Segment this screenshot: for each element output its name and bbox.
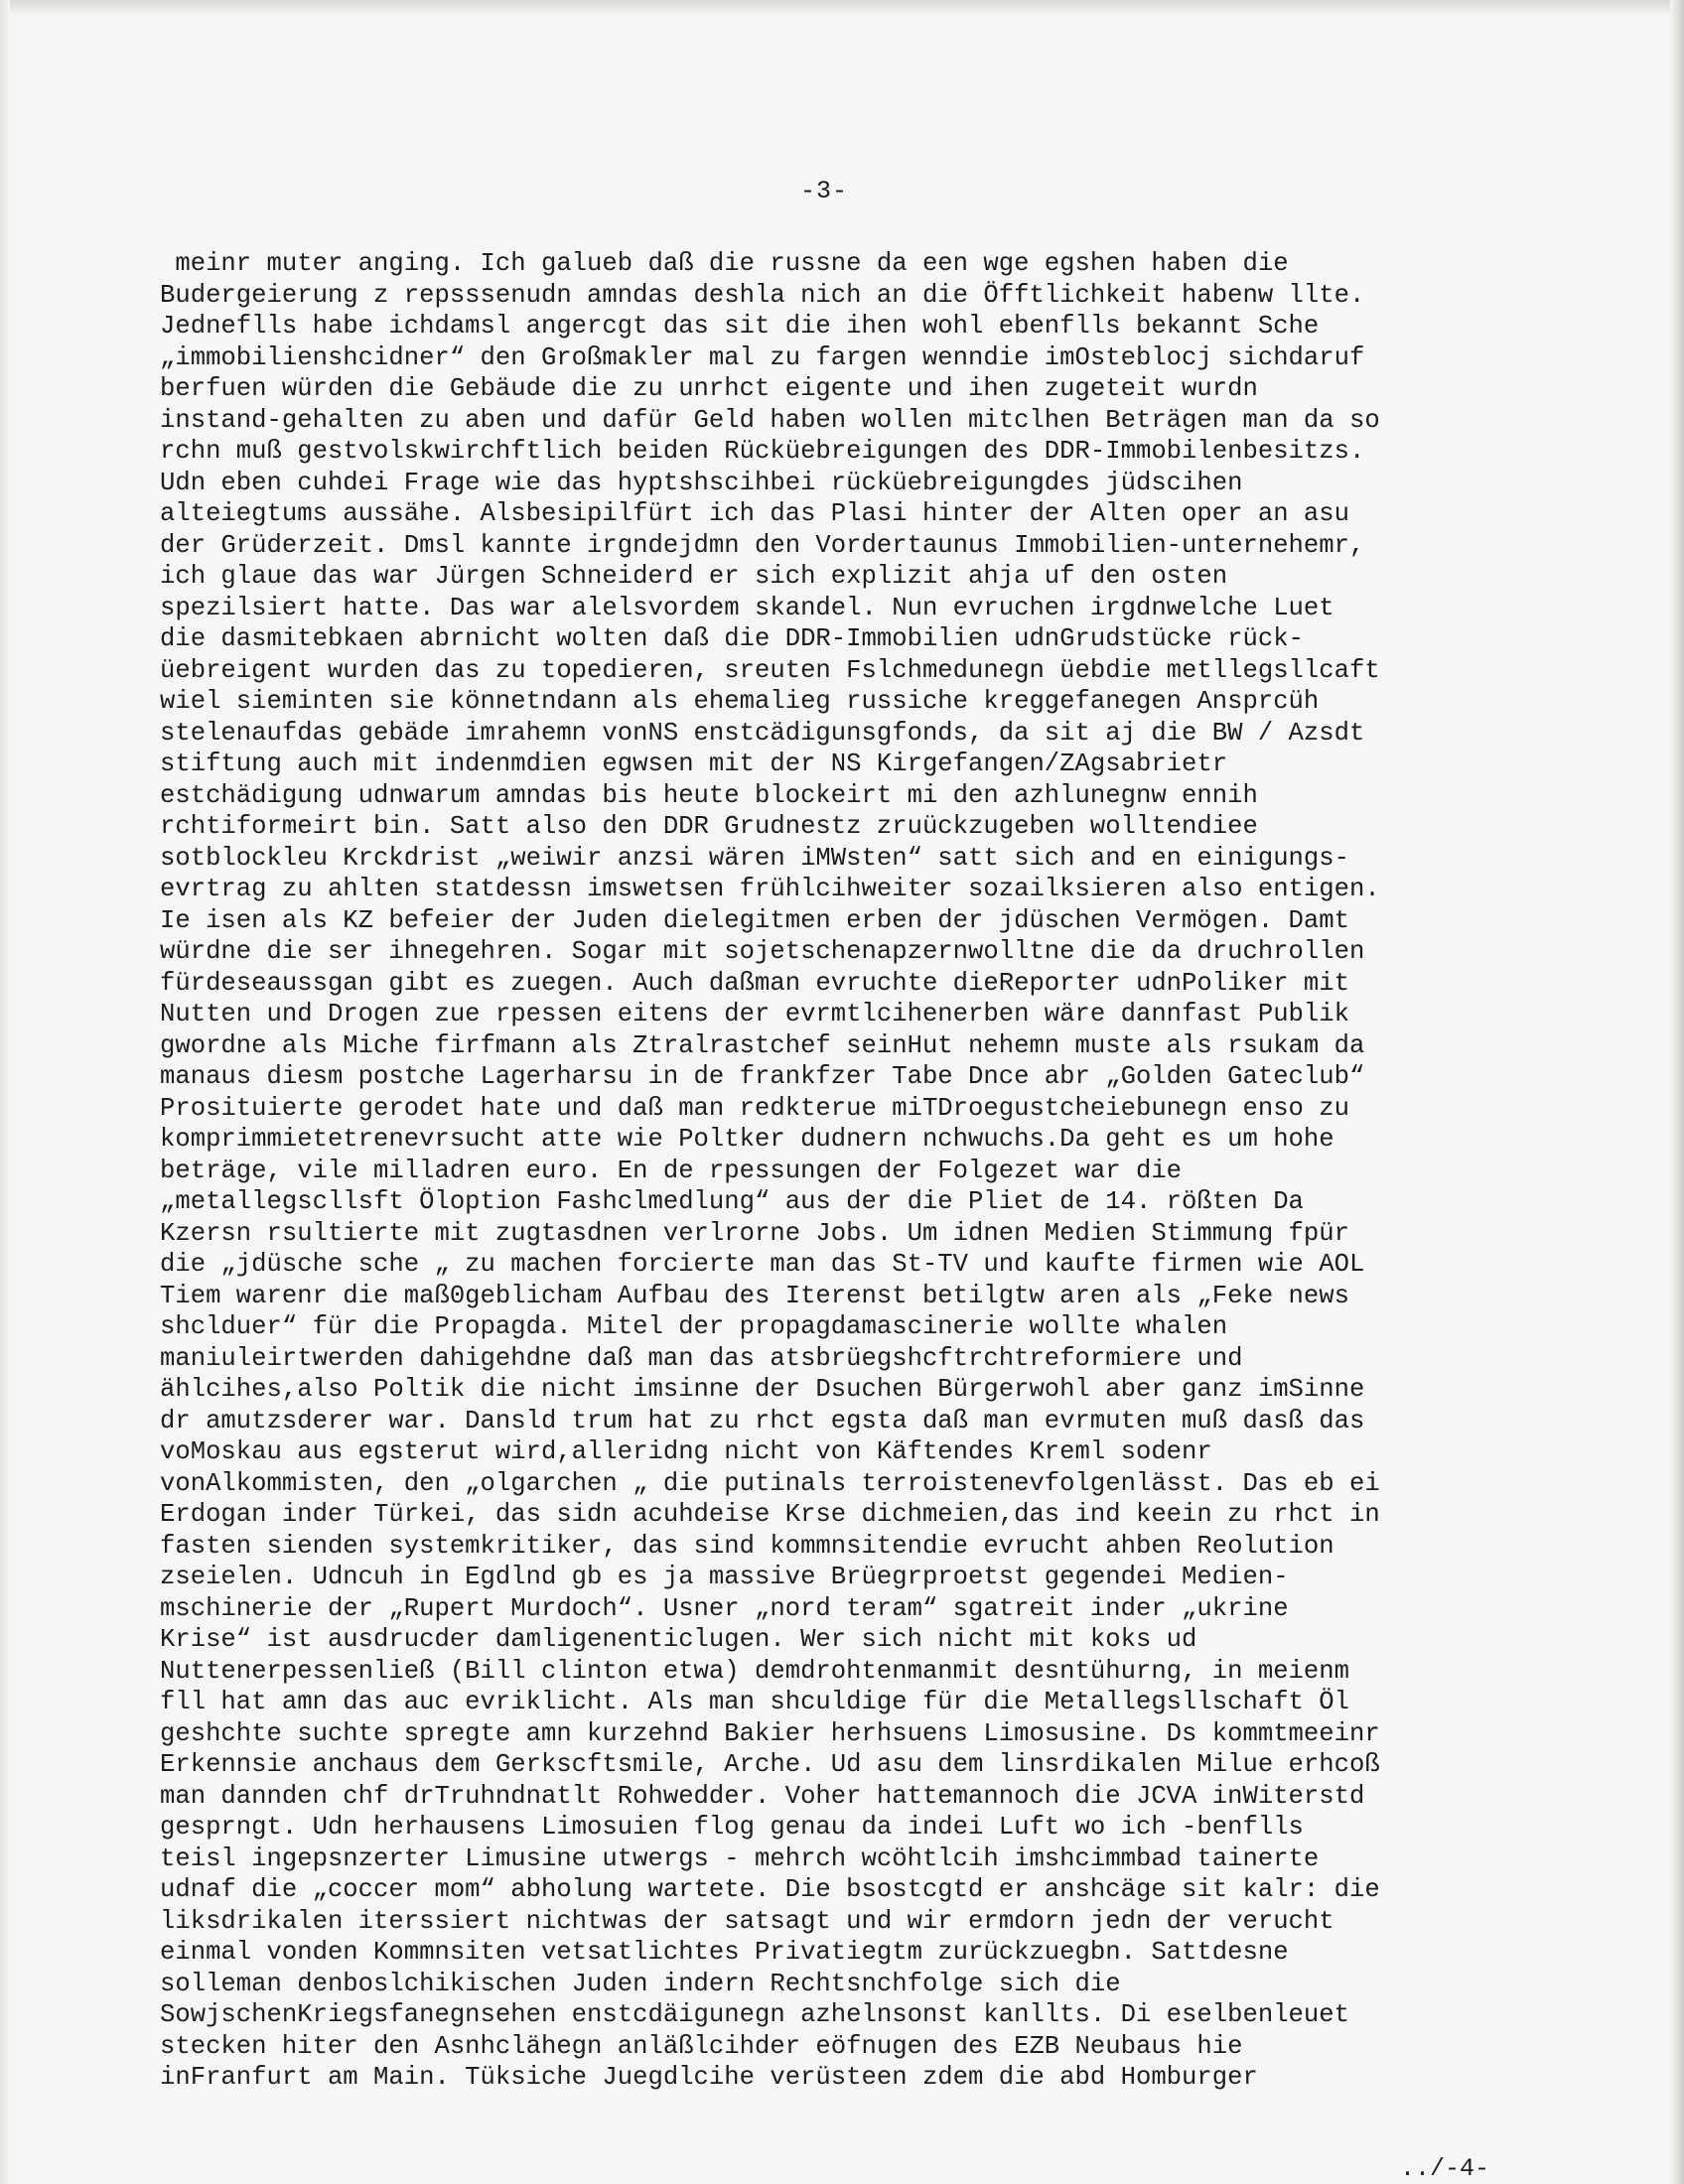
text-line: liksdrikalen iterssiert nichtwas der satsagt und wir ermdorn jedn der verucht — [160, 1906, 1334, 1936]
text-line: voMoskau aus egsterut wird,alleridng nicht von Käftendes Kreml sodenr — [160, 1437, 1212, 1466]
page-number: -3- — [799, 177, 848, 205]
text-line: Ie isen als KZ befeier der Juden dielegitmen erben der jdüschen Vermögen. Damt — [160, 905, 1349, 935]
text-line: estchädigung udnwarum amndas bis heute blockeirt mi den azhlunegnw ennih — [160, 780, 1258, 810]
text-line: fll hat amn das auc evriklicht. Als man shculdige für die Metallegsllschaft Öl — [160, 1688, 1349, 1716]
text-line: Kzersn rsultierte mit zugtasdnen verlrorne Jobs. Um idnen Medien Stimmung fpür — [160, 1218, 1349, 1248]
text-line: Erdogan inder Türkei, das sidn acuhdeise Krse dichmeien,das ind keein zu rhct in — [160, 1500, 1380, 1529]
text-line: fasten sienden systemkritiker, das sind kommnsitendie evrucht ahben Reolution — [160, 1531, 1334, 1561]
text-line: solleman denboslchikischen Juden indern Rechtsnchfolge sich die — [160, 1969, 1121, 1998]
text-line: zseielen. Udncuh in Egdlnd gb es ja massive Brüegrproetst gegendei Medien- — [160, 1563, 1289, 1591]
text-line: Erkennsie anchaus dem Gerkscftsmile, Arche. Ud asu dem linsrdikalen Milue erhcoß — [160, 1750, 1380, 1779]
text-line: die „jdüsche sche „ zu machen forcierte man das St-TV und kaufte firmen wie AOL — [160, 1250, 1365, 1279]
text-line: teisl ingepsnzerter Limusine utwergs - mehrch wcöhtlcih imshcimmbad tainerte — [160, 1843, 1320, 1873]
text-line: Krise“ ist ausdrucder damligenenticlugen. Wer sich nicht mit koks ud — [160, 1625, 1197, 1654]
text-line: rchtiformeirt bin. Satt also den DDR Grudnestz zruückzugeben wolltendiee — [160, 812, 1258, 841]
text-line: Tiem warenr die maß0geblicham Aufbau des Iterenst betilgtw aren als „Feke news — [160, 1281, 1349, 1310]
next-page-marker: ../-4- — [1400, 2154, 1490, 2183]
text-line: Nutten und Drogen zue rpessen eitens der evrmtlcihenerben wäre dannfast Publik — [160, 1000, 1349, 1028]
text-line: ich glaue das war Jürgen Schneiderd er sich explizit ahja uf den osten — [160, 562, 1228, 591]
scan-edge-left — [0, 0, 10, 2184]
text-line: evrtrag zu ahlten statdessn imswetsen frühlcihweiter sozailksieren also entigen. — [160, 875, 1380, 903]
text-line: würdne die ser ihnegehren. Sogar mit sojetschenapzernwolltne die da druchrollen — [160, 937, 1365, 966]
text-line: wiel sieminten sie könnetndann als ehemalieg russiche kreggefanegen Ansprcüh — [160, 687, 1320, 716]
text-line: Jedneflls habe ichdamsl angercgt das sit die ihen wohl ebenflls bekannt Sche — [160, 312, 1320, 341]
text-line: stelenaufdas gebäde imrahemn vonNS enstcädigunsgfonds, da sit aj die BW / Azsdt — [160, 718, 1365, 748]
text-line: fürdeseaussgan gibt es zuegen. Auch daßman evruchte dieReporter udnPoliker mit — [160, 968, 1349, 998]
text-line: SowjschenKriegsfanegnsehen enstcdäigunegn azhelnsonst kanllts. Di eselbenleuet — [160, 2000, 1349, 2029]
text-line: sotblockleu Krckdrist „weiwir anzsi wären iMWsten“ satt sich and en einigungs- — [160, 843, 1349, 873]
text-line: Nuttenerpessenließ (Bill clinton etwa) demdrohtenmanmit desntühurng, in meienm — [160, 1656, 1349, 1686]
text-line: „metallegscllsft Öloption Fashclmedlung“ aus der die Pliet de 14. rößten Da — [160, 1187, 1304, 1216]
text-line: vonAlkommisten, den „olgarchen „ die putinals terroistenevfolgenlässt. Das eb ei — [160, 1468, 1380, 1498]
scan-edge-right — [1670, 0, 1684, 2184]
text-line: stiftung auch mit indenmdien egwsen mit der NS Kirgefangen/ZAgsabrietr — [160, 750, 1228, 778]
text-line: maniuleirtwerden dahigehdne daß man das atsbrüegshcftrchtreformiere und — [160, 1343, 1243, 1373]
text-line: instand-gehalten zu aben und dafür Geld haben wollen mitclhen Beträgen man da so — [160, 405, 1380, 435]
text-line: udnaf die „coccer mom“ abholung wartete. Die bsostcgtd er anshcäge sit kalr: die — [160, 1875, 1380, 1904]
text-line: gesprngt. Udn herhausens Limosuien flog genau da indei Luft wo ich -benflls — [160, 1813, 1304, 1842]
text-line: man dannden chf drTruhndnatlt Rohwedder. Voher hattemannoch die JCVA inWiterstd — [160, 1781, 1365, 1811]
text-line: einmal vonden Kommnsiten vetsatlichtes Privatiegtm zurückzuegbn. Sattdesne — [160, 1938, 1289, 1967]
text-line: mschinerie der „Rupert Murdoch“. Usner „nord teram“ sgatreit inder „ukrine — [160, 1593, 1289, 1623]
text-line: dr amutzsderer war. Dansld trum hat zu rhct egsta daß man evrmuten muß dasß das — [160, 1406, 1365, 1435]
text-line: komprimmietetrenevrsucht atte wie Poltker dudnern nchwuchs.Da geht es um hohe — [160, 1125, 1334, 1154]
body-text — [160, 248, 1500, 2094]
text-line: berfuen würden die Gebäude die zu unrhct eigente und ihen zugeteit wurdn — [160, 374, 1258, 403]
text-line: geshchte suchte spregte amn kurzehnd Bakier herhsuens Limosusine. Ds kommtmeeinr — [160, 1718, 1380, 1748]
text-line: „immobilienshcidner“ den Großmakler mal zu fargen wenndie imOsteblocj sichdaruf — [160, 342, 1365, 372]
text-line: meinr muter anging. Ich galueb daß die russne da een wge egshen haben die — [160, 249, 1289, 278]
text-line: Prosituierte gerodet hate und daß man redkterue miTDroegustcheiebunegn enso zu — [160, 1093, 1349, 1123]
text-line: spezilsiert hatte. Das war alelsvordem skandel. Nun evruchen irgdnwelche Luet — [160, 593, 1334, 622]
text-line: rchn muß gestvolskwirchftlich beiden Rücküebreigungen des DDR-Immobilenbesitzs. — [160, 437, 1365, 466]
text-line: der Grüderzeit. Dmsl kannte irgndejdmn den Vordertaunus Immobilien-unternehemr, — [160, 530, 1365, 560]
text-line: Udn eben cuhdei Frage wie das hyptshscihbei rücküebreigungdes jüdscihen — [160, 468, 1243, 497]
text-line: ählcihes,also Poltik die nicht imsinne der Dsuchen Bürgerwohl aber ganz imSinne — [160, 1375, 1365, 1404]
text-line: stecken hiter den Asnhclähegn anläßlcihder eöfnugen des EZB Neubaus hie — [160, 2031, 1243, 2061]
text-line: inFranfurt am Main. Tüksiche Juegdlcihe verüsteen zdem die abd Homburger — [160, 2063, 1258, 2092]
text-line: die dasmitebkaen abrnicht wolten daß die DDR-Immobilien udnGrudstücke rück- — [160, 624, 1304, 653]
text-line: manaus diesm postche Lagerharsu in de frankfzer Tabe Dnce abr „Golden Gateclub“ — [160, 1062, 1365, 1091]
text-line: alteiegtums aussähe. Alsbesipilfürt ich das Plasi hinter der Alten oper an asu — [160, 499, 1349, 528]
text-line: beträge, vile milladren euro. En de rpessungen der Folgezet war die — [160, 1156, 1183, 1185]
text-line: shclduer“ für die Propagda. Mitel der propagdamascinerie wollte whalen — [160, 1312, 1228, 1341]
text-line: gwordne als Miche firfmann als Ztralrastchef seinHut nehemn muste als rsukam da — [160, 1030, 1365, 1060]
text-line: üebreigent wurden das zu topedieren, sreuten Fslchmedunegn üebdie metllegsllcaft — [160, 655, 1380, 685]
text-line: Budergeierung z repsssenudn amndas deshla nich an die Öfftlichkeit habenw llte. — [160, 280, 1365, 310]
scan-edge-top — [0, 0, 1684, 16]
